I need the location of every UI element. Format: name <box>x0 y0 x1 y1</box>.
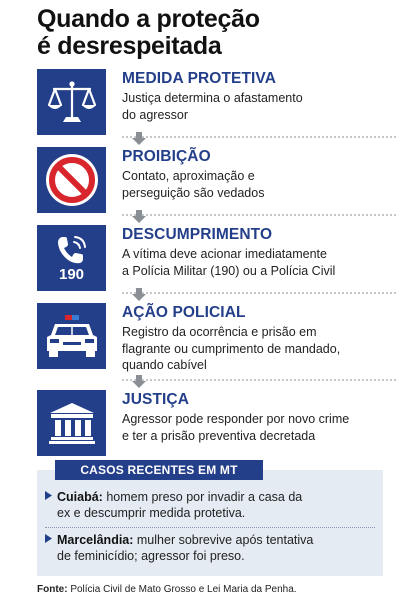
case-text: homem preso por invadir a casa da <box>102 490 303 504</box>
flow-connector <box>122 288 398 302</box>
prohibited-icon <box>37 147 106 213</box>
page-title <box>37 6 387 60</box>
flow-connector <box>122 210 398 224</box>
title-line-1: Quando a proteção <box>37 5 260 33</box>
step-descumprimento <box>37 225 397 293</box>
emergency-number: 190 <box>58 265 85 283</box>
step-description: Agressor pode responder por novo crime e ter a prisão preventiva decretada <box>122 412 350 443</box>
step-heading: AÇÃO POLICIAL <box>122 304 246 321</box>
courthouse-icon <box>37 390 106 456</box>
case-text: mulher sobrevive após tentativa <box>133 533 314 547</box>
case-divider <box>45 527 375 528</box>
source-label: Fonte: <box>37 584 68 595</box>
flow-connector <box>122 132 398 146</box>
case-item <box>45 532 375 564</box>
step-medida-protetiva <box>37 69 397 137</box>
step-heading: PROIBIÇÃO <box>122 148 211 165</box>
case-text-continued: ex e descumprir medida protetiva. <box>57 506 246 520</box>
phone-icon <box>37 225 106 291</box>
step-heading: MEDIDA PROTETIVA <box>122 70 277 87</box>
triangle-bullet-icon <box>45 491 52 500</box>
source-text: Polícia Civil de Mato Grosso e Lei Maria da Penha. <box>67 584 297 595</box>
case-text-continued: de feminicídio; agressor foi preso. <box>57 549 245 563</box>
step-heading: JUSTIÇA <box>122 391 190 408</box>
step-description: Registro da ocorrência e prisão em flagrante ou cumprimento de mandado, quando cabível <box>122 325 341 372</box>
step-justica <box>37 390 397 458</box>
step-description: Justiça determina o afastamento do agressor <box>122 91 303 122</box>
case-item <box>45 489 375 521</box>
case-place: Marcelândia: <box>57 533 134 547</box>
step-description: A vítima deve acionar imediatamente a Polícia Militar (190) ou a Polícia Civil <box>122 247 336 278</box>
scales-icon <box>37 69 106 135</box>
triangle-bullet-icon <box>45 534 52 543</box>
source-note <box>37 584 297 595</box>
police-car-icon <box>37 303 106 369</box>
step-acao-policial <box>37 303 397 371</box>
flow-connector <box>122 375 398 389</box>
step-proibicao <box>37 147 397 215</box>
case-place: Cuiabá: <box>57 490 103 504</box>
step-heading: DESCUMPRIMENTO <box>122 226 273 243</box>
step-description: Contato, aproximação e perseguição são vedados <box>122 169 265 200</box>
title-line-2: é desrespeitada <box>37 32 222 60</box>
recent-cases-heading: CASOS RECENTES EM MT <box>55 460 263 480</box>
